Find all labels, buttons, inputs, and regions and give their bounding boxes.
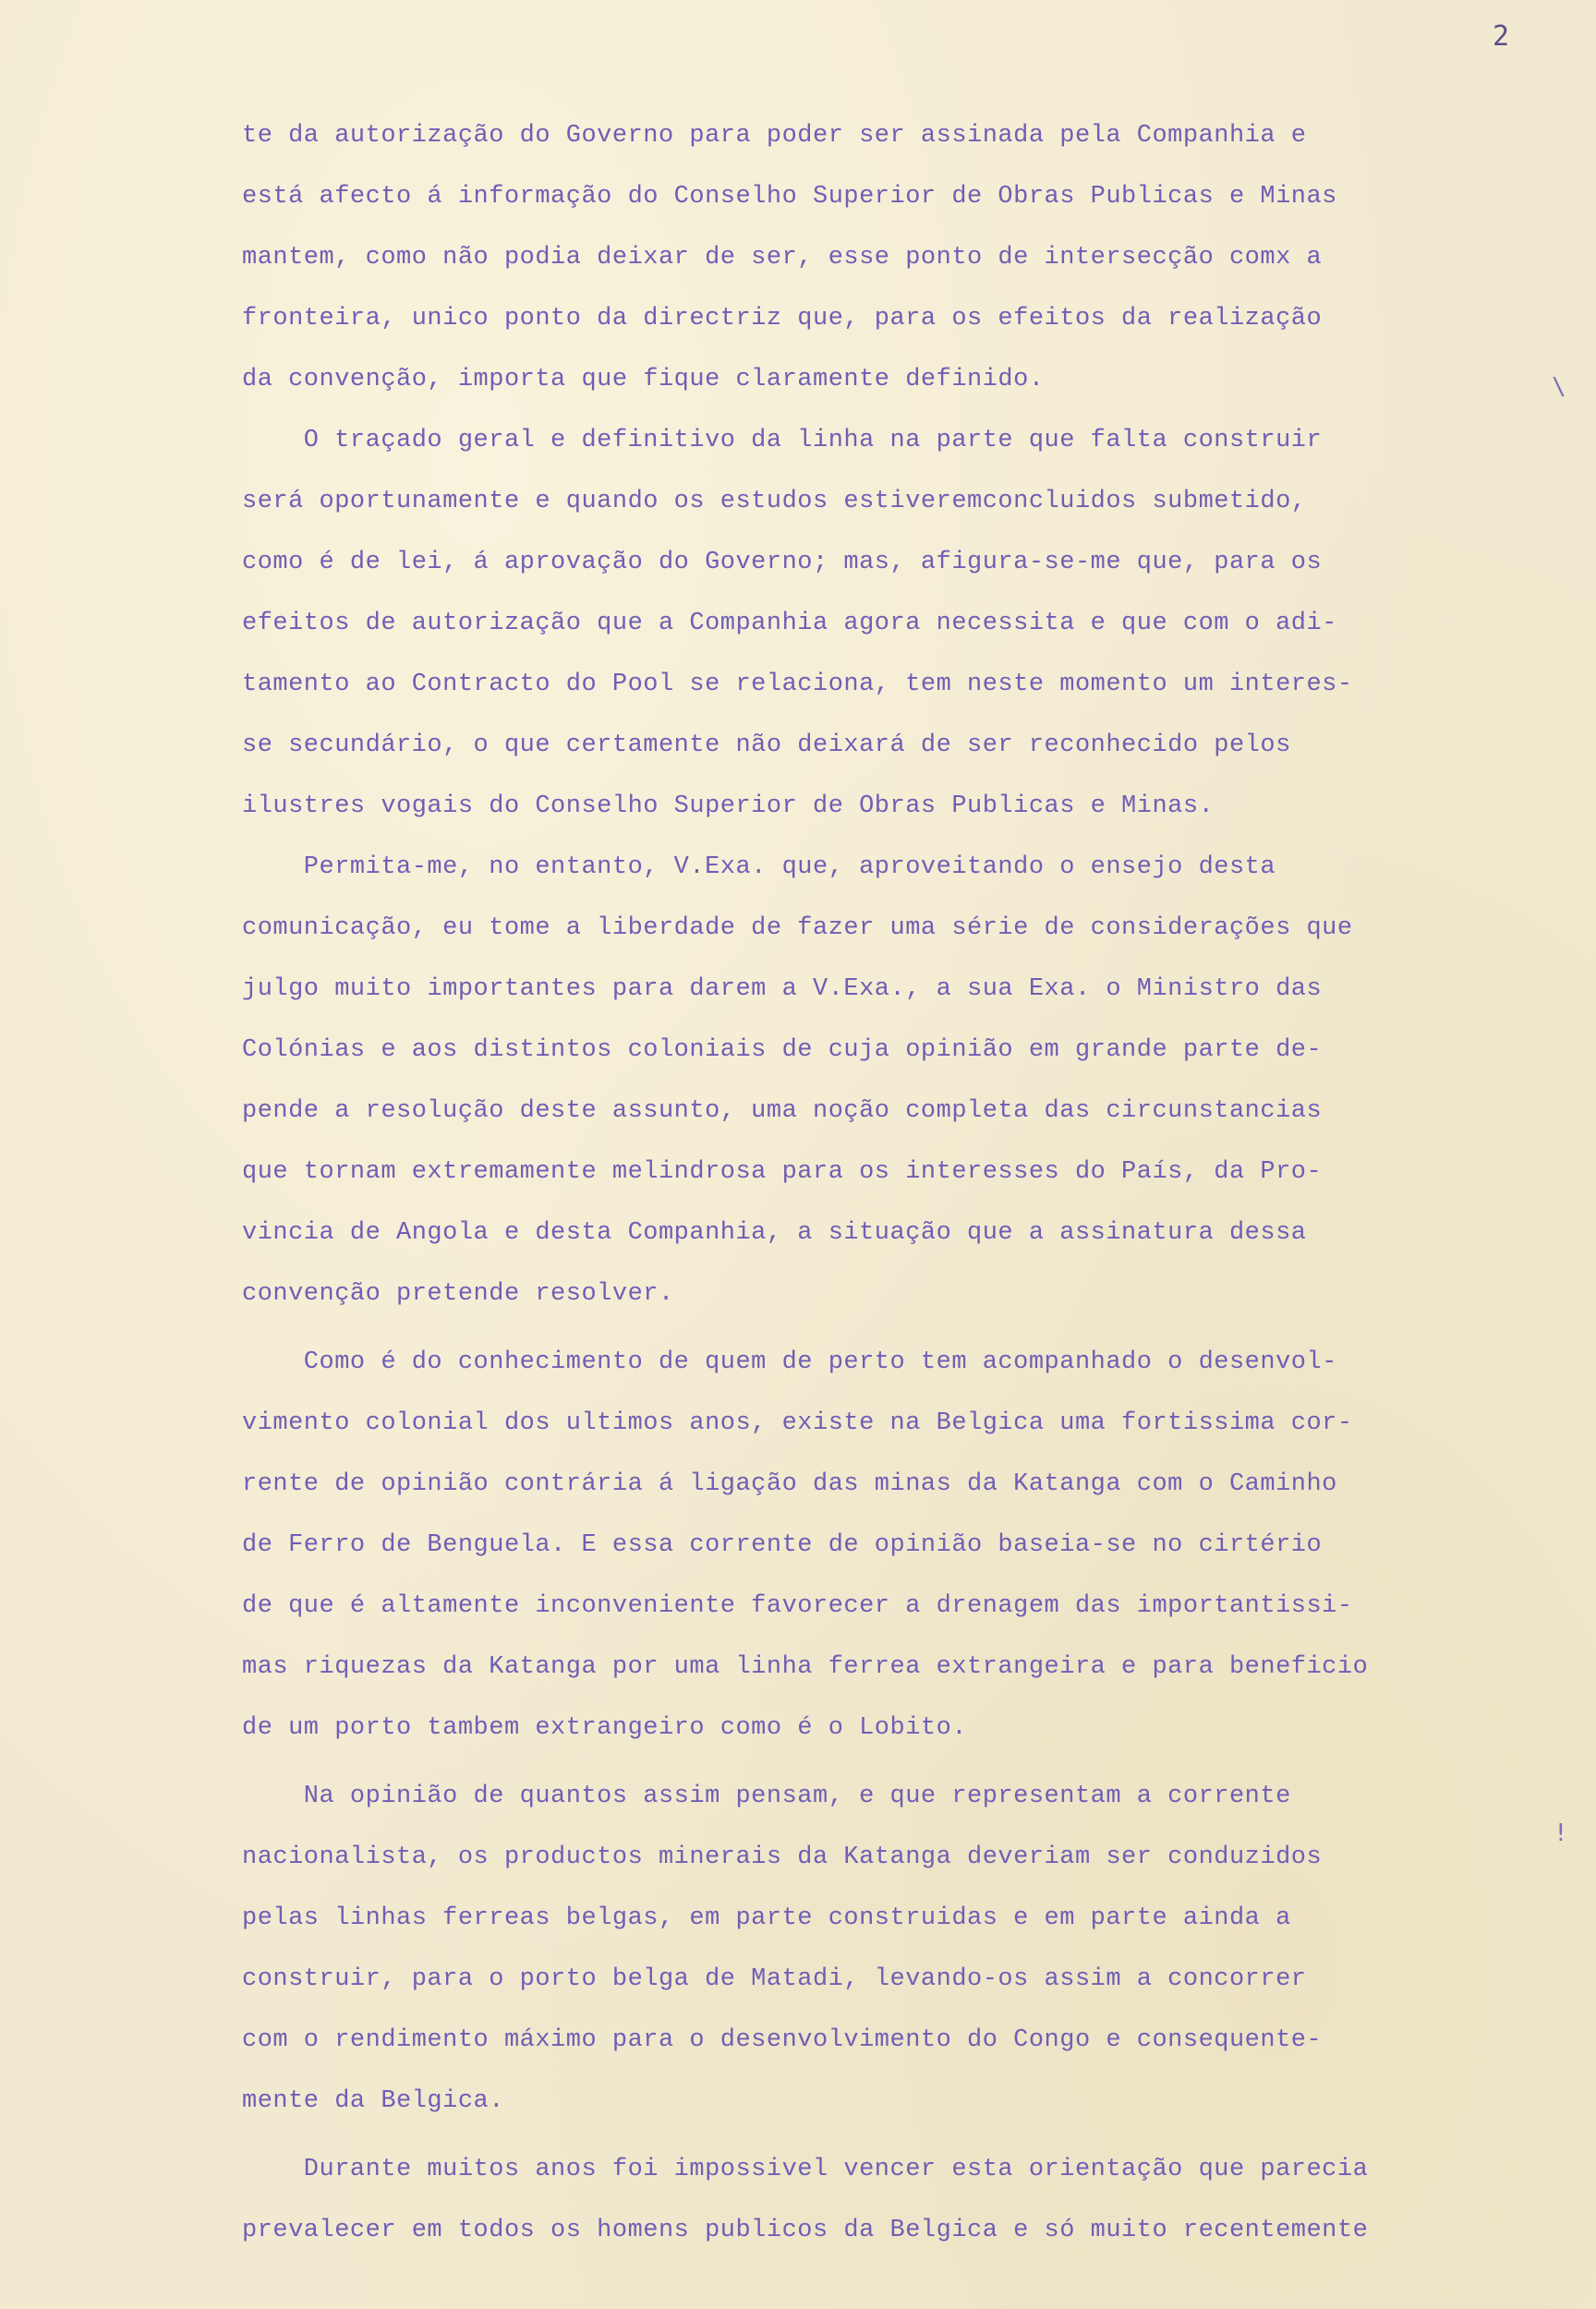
text-line: julgo muito importantes para darem a V.Exa., a sua Exa. o Ministro das	[242, 975, 1323, 1003]
text-line: ilustres vogais do Conselho Superior de Obras Publicas e Minas.	[242, 792, 1215, 820]
text-line: vimento colonial dos ultimos anos, existe na Belgica uma fortissima cor-	[242, 1409, 1353, 1437]
text-line: de Ferro de Benguela. E essa corrente de opinião baseia-se no cirtério	[242, 1531, 1323, 1559]
text-line: mantem, como não podia deixar de ser, esse ponto de intersecção comx a	[242, 244, 1323, 272]
text-line: Colónias e aos distintos coloniais de cuja opinião em grande parte de-	[242, 1036, 1323, 1064]
text-line: pelas linhas ferreas belgas, em parte construidas e em parte ainda a	[242, 1904, 1291, 1932]
text-line: rente de opinião contrária á ligação das minas da Katanga com o Caminho	[242, 1470, 1337, 1498]
text-line: Como é do conhecimento de quem de perto tem acompanhado o desenvol-	[242, 1348, 1337, 1376]
text-line: Permita-me, no entanto, V.Exa. que, aproveitando o ensejo desta	[242, 853, 1276, 881]
page-number: 2	[1493, 20, 1510, 53]
text-line: será oportunamente e quando os estudos estiveremconcluidos submetido,	[242, 488, 1307, 515]
paragraph-gap	[242, 2132, 1590, 2139]
text-line: se secundário, o que certamente não deixará de ser reconhecido pelos	[242, 731, 1291, 759]
text-line: construir, para o porto belga de Matadi, levando-os assim a concorrer	[242, 1965, 1307, 1993]
text-line: que tornam extremamente melindrosa para os interesses do País, da Pro-	[242, 1158, 1323, 1186]
text-line: prevalecer em todos os homens publicos da Belgica e só muito recentemente	[242, 2217, 1369, 2244]
text-line: está afecto á informação do Conselho Superior de Obras Publicas e Minas	[242, 183, 1337, 211]
paragraph-gap	[242, 1759, 1590, 1766]
text-line: da convenção, importa que fique claramente definido.	[242, 366, 1045, 393]
typed-letter-body	[242, 105, 1590, 2261]
text-line: tamento ao Contracto do Pool se relaciona, tem neste momento um interes-	[242, 671, 1353, 698]
margin-mark: !	[1554, 1819, 1568, 1847]
text-line: vincia de Angola e desta Companhia, a situação que a assinatura dessa	[242, 1219, 1307, 1247]
text-line: nacionalista, os productos minerais da Katanga deveriam ser conduzidos	[242, 1844, 1323, 1871]
text-line: mente da Belgica.	[242, 2087, 504, 2115]
text-line: convenção pretende resolver.	[242, 1280, 674, 1308]
text-line: Durante muitos anos foi impossivel vencer esta orientação que parecia	[242, 2156, 1369, 2183]
text-line: O traçado geral e definitivo da linha na parte que falta construir	[242, 427, 1323, 454]
text-line: como é de lei, á aprovação do Governo; mas, afigura-se-me que, para os	[242, 549, 1323, 576]
text-line: Na opinião de quantos assim pensam, e que representam a corrente	[242, 1783, 1291, 1810]
paragraph-gap	[242, 1324, 1590, 1332]
text-line: de que é altamente inconveniente favorecer a drenagem das importantissi-	[242, 1592, 1353, 1620]
text-line: fronteira, unico ponto da directriz que, para os efeitos da realização	[242, 305, 1323, 332]
text-line: comunicação, eu tome a liberdade de fazer uma série de considerações que	[242, 914, 1353, 942]
text-line: pende a resolução deste assunto, uma noção completa das circunstancias	[242, 1097, 1323, 1125]
text-line: de um porto tambem extrangeiro como é o Lobito.	[242, 1714, 968, 1742]
text-line: com o rendimento máximo para o desenvolvimento do Congo e consequente-	[242, 2026, 1323, 2054]
text-line: te da autorização do Governo para poder ser assinada pela Companhia e	[242, 122, 1307, 150]
text-line: efeitos de autorização que a Companhia agora necessita e que com o adi-	[242, 610, 1337, 637]
text-line: mas riquezas da Katanga por uma linha ferrea extrangeira e para beneficio	[242, 1653, 1369, 1681]
margin-mark: \	[1552, 373, 1566, 401]
